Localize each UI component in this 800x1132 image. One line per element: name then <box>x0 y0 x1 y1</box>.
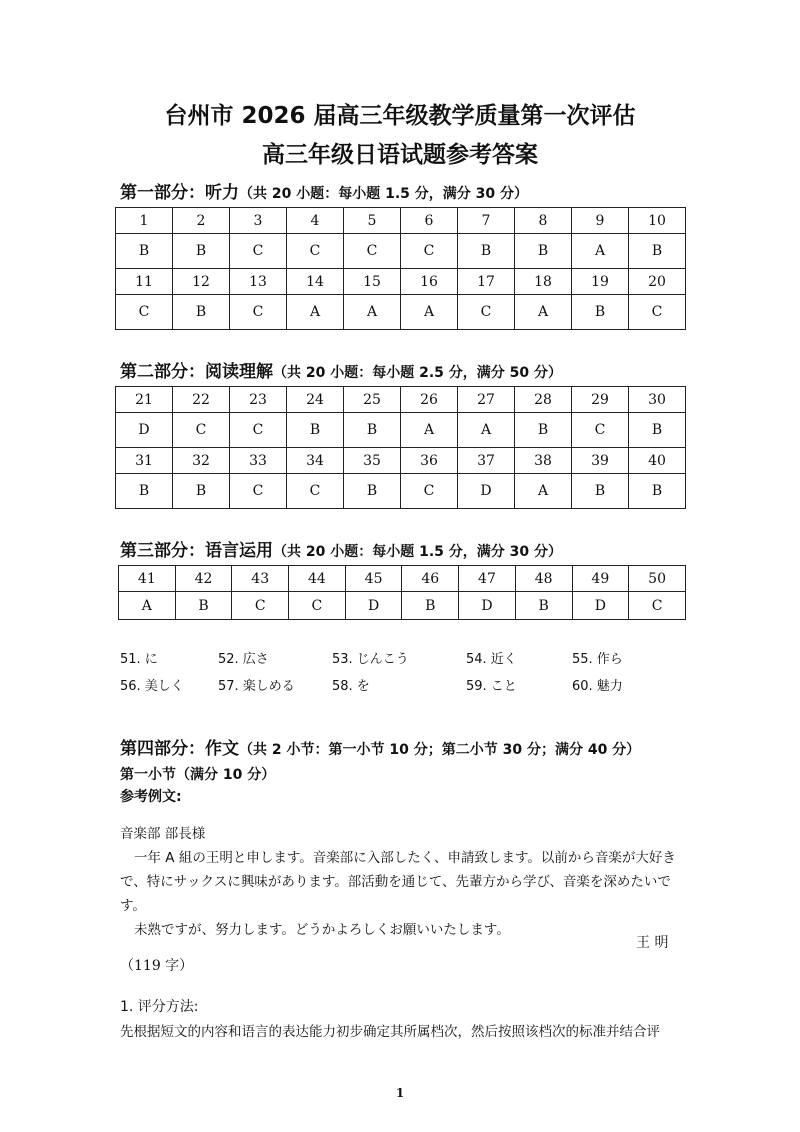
answer-letter: D <box>116 413 173 448</box>
question-number: 35 <box>344 448 401 474</box>
question-number: 17 <box>458 269 515 295</box>
question-number-row <box>116 208 686 234</box>
answer-letter: A <box>401 295 458 330</box>
question-number: 2 <box>173 208 230 234</box>
question-number: 10 <box>629 208 686 234</box>
part2-note: （共 20 小题：每小题 2.5 分，满分 50 分） <box>273 365 563 381</box>
question-number: 28 <box>515 387 572 413</box>
answer-letter: C <box>629 295 686 330</box>
part3-answer-table <box>118 565 686 620</box>
answer-letter: B <box>175 592 232 620</box>
blank-answer: 51. に <box>120 652 158 667</box>
document-subtitle: 高三年级日语试题参考答案 <box>262 142 538 168</box>
question-number: 39 <box>572 448 629 474</box>
question-number: 40 <box>629 448 686 474</box>
answer-letter: D <box>345 592 402 620</box>
answer-letter: C <box>230 474 287 509</box>
sample-label: 参考例文: <box>120 789 182 805</box>
question-number-row <box>116 448 686 474</box>
answer-letter: B <box>116 234 173 269</box>
letter-paragraph: 一年 A 組の王明と申します。音楽部に入部したく、申請致します。以前から音楽が大好きで、特にサックスに興味があります。部活動を通じて、先輩方から学び、音楽を深めたいです。 <box>120 850 676 914</box>
part2-answer-table <box>115 386 686 509</box>
answer-row <box>116 474 686 509</box>
question-number-row <box>119 566 686 592</box>
sample-letter <box>120 822 685 942</box>
part1-heading: 第一部分：听力 <box>120 183 239 203</box>
answer-letter: C <box>287 474 344 509</box>
question-number: 16 <box>401 269 458 295</box>
blank-answer: 56. 美しく <box>120 679 184 694</box>
answer-letter: C <box>401 234 458 269</box>
letter-signature: 王 明 <box>636 935 669 951</box>
question-number: 11 <box>116 269 173 295</box>
question-number: 29 <box>572 387 629 413</box>
question-number: 12 <box>173 269 230 295</box>
answer-letter: A <box>401 413 458 448</box>
answer-letter: A <box>344 295 401 330</box>
question-number-row <box>116 387 686 413</box>
answer-letter: A <box>515 295 572 330</box>
scoring-method-text: 先根据短文的内容和语言的表达能力初步确定其所属档次，然后按照该档次的标准并结合评 <box>120 1024 660 1040</box>
part4-heading-line <box>120 734 640 759</box>
question-number-row <box>116 269 686 295</box>
question-number: 9 <box>572 208 629 234</box>
answer-letter: D <box>458 474 515 509</box>
question-number: 30 <box>629 387 686 413</box>
question-number: 23 <box>230 387 287 413</box>
answer-letter: B <box>629 413 686 448</box>
question-number: 32 <box>173 448 230 474</box>
question-number: 8 <box>515 208 572 234</box>
part4-note: （共 2 小节：第一小节 10 分；第二小节 30 分；满分 40 分） <box>239 742 641 758</box>
part1-note: （共 20 小题：每小题 1.5 分，满分 30 分） <box>239 186 529 202</box>
answer-letter: B <box>287 413 344 448</box>
answer-letter: C <box>230 413 287 448</box>
answer-row <box>116 234 686 269</box>
question-number: 42 <box>175 566 232 592</box>
part2-heading-line <box>120 357 562 382</box>
answer-letter: A <box>572 234 629 269</box>
answer-letter: C <box>401 474 458 509</box>
answer-row <box>119 592 686 620</box>
blank-answer: 57. 楽しめる <box>218 679 295 694</box>
answer-letter: B <box>629 234 686 269</box>
part4-heading: 第四部分：作文 <box>120 739 239 759</box>
answer-letter: B <box>344 474 401 509</box>
answer-letter: B <box>515 413 572 448</box>
answer-letter: B <box>116 474 173 509</box>
question-number: 44 <box>289 566 346 592</box>
question-number: 38 <box>515 448 572 474</box>
question-number: 3 <box>230 208 287 234</box>
part3-heading: 第三部分：语言运用 <box>120 541 273 561</box>
scoring-method-title: 1. 评分方法: <box>120 999 199 1015</box>
answer-letter: B <box>572 295 629 330</box>
question-number: 25 <box>344 387 401 413</box>
question-number: 48 <box>515 566 572 592</box>
question-number: 31 <box>116 448 173 474</box>
subsection-title: 第一小节（满分 10 分） <box>120 767 276 783</box>
blank-answer: 59. こと <box>466 679 517 694</box>
answer-letter: C <box>289 592 346 620</box>
question-number: 5 <box>344 208 401 234</box>
blank-answer: 55. 作ら <box>572 652 623 667</box>
answer-letter: C <box>287 234 344 269</box>
answer-letter: C <box>344 234 401 269</box>
question-number: 18 <box>515 269 572 295</box>
question-number: 4 <box>287 208 344 234</box>
page-number: 1 <box>395 1086 405 1100</box>
question-number: 6 <box>401 208 458 234</box>
blank-answer: 52. 広さ <box>218 652 269 667</box>
question-number: 45 <box>345 566 402 592</box>
character-count: （119 字） <box>120 958 194 974</box>
answer-letter: A <box>287 295 344 330</box>
answer-letter: C <box>458 295 515 330</box>
question-number: 49 <box>572 566 629 592</box>
answer-letter: C <box>572 413 629 448</box>
part2-heading: 第二部分：阅读理解 <box>120 362 273 382</box>
answer-letter: C <box>232 592 289 620</box>
answer-row <box>116 295 686 330</box>
question-number: 13 <box>230 269 287 295</box>
answer-letter: A <box>119 592 176 620</box>
question-number: 21 <box>116 387 173 413</box>
document-title: 台州市 2026 届高三年级教学质量第一次评估 <box>164 103 636 129</box>
answer-letter: B <box>173 474 230 509</box>
question-number: 15 <box>344 269 401 295</box>
answer-letter: C <box>173 413 230 448</box>
letter-paragraph: 未熟ですが、努力します。どうかよろしくお願いいたします。 <box>134 922 510 938</box>
question-number: 7 <box>458 208 515 234</box>
answer-letter: B <box>572 474 629 509</box>
blank-answer: 58. を <box>332 679 370 694</box>
question-number: 33 <box>230 448 287 474</box>
answer-letter: C <box>116 295 173 330</box>
question-number: 27 <box>458 387 515 413</box>
blank-answer: 54. 近く <box>466 652 517 667</box>
question-number: 46 <box>402 566 459 592</box>
answer-letter: B <box>402 592 459 620</box>
answer-letter: C <box>230 295 287 330</box>
part3-heading-line <box>120 536 562 561</box>
answer-letter: C <box>230 234 287 269</box>
answer-letter: A <box>458 413 515 448</box>
question-number: 1 <box>116 208 173 234</box>
blank-answer: 53. じんこう <box>332 652 409 667</box>
question-number: 34 <box>287 448 344 474</box>
answer-row <box>116 413 686 448</box>
answer-letter: A <box>515 474 572 509</box>
question-number: 47 <box>459 566 516 592</box>
question-number: 22 <box>173 387 230 413</box>
question-number: 37 <box>458 448 515 474</box>
answer-letter: B <box>515 234 572 269</box>
answer-letter: B <box>173 234 230 269</box>
question-number: 24 <box>287 387 344 413</box>
question-number: 36 <box>401 448 458 474</box>
question-number: 41 <box>119 566 176 592</box>
question-number: 26 <box>401 387 458 413</box>
question-number: 43 <box>232 566 289 592</box>
letter-addressee: 音楽部 部長様 <box>120 826 206 842</box>
question-number: 19 <box>572 269 629 295</box>
blank-answer: 60. 魅力 <box>572 679 623 694</box>
answer-letter: B <box>515 592 572 620</box>
part3-note: （共 20 小题：每小题 1.5 分，满分 30 分） <box>273 544 563 560</box>
answer-letter: C <box>629 592 686 620</box>
question-number: 50 <box>629 566 686 592</box>
question-number: 14 <box>287 269 344 295</box>
answer-letter: B <box>458 234 515 269</box>
answer-letter: B <box>173 295 230 330</box>
answer-letter: B <box>344 413 401 448</box>
question-number: 20 <box>629 269 686 295</box>
answer-letter: B <box>629 474 686 509</box>
answer-letter: D <box>459 592 516 620</box>
part1-answer-table <box>115 207 686 330</box>
part1-heading-line <box>120 178 528 203</box>
answer-letter: D <box>572 592 629 620</box>
